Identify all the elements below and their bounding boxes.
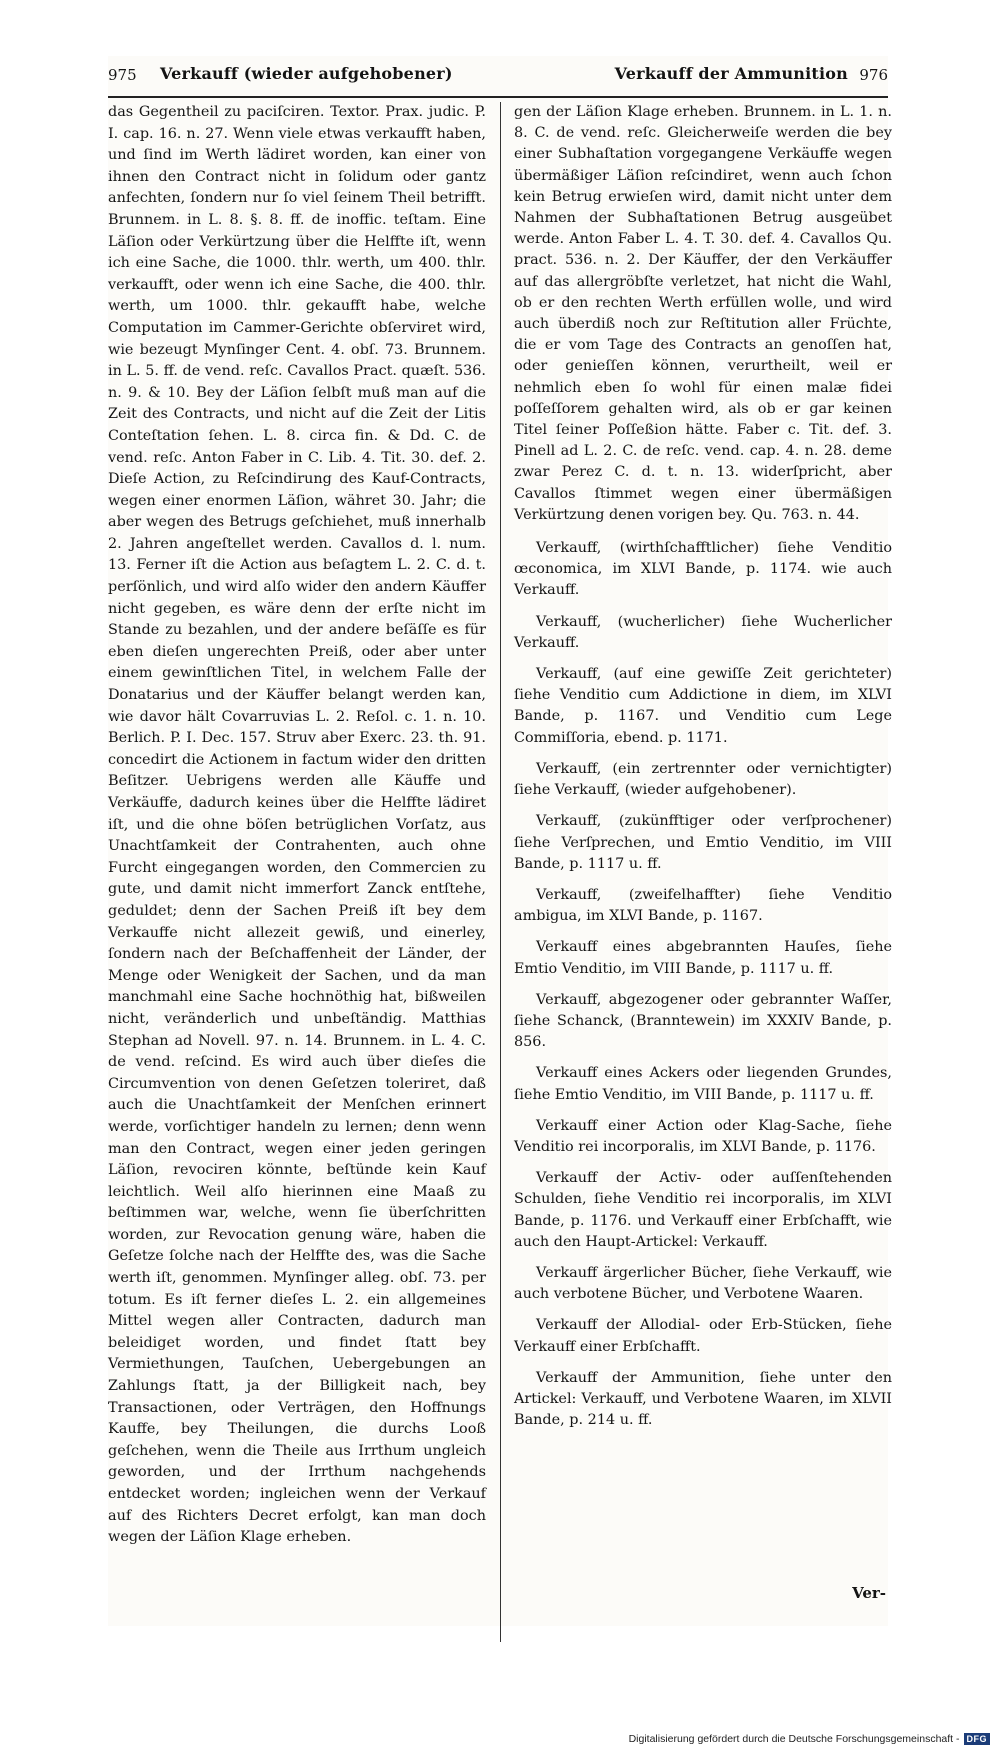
- index-entry: Verkauff, (wirthſchafftlicher) ſiehe Venditio œconomica, im XLVI Bande, p. 1174. wie auch Verkauff.: [514, 540, 892, 599]
- book-page: [108, 56, 892, 1626]
- index-entry: Verkauff, (ein zertrennter oder vernichtigter) ſiehe Verkauff, (wieder aufgehobener).: [514, 760, 892, 799]
- dfg-logo-icon: DFG: [964, 1733, 991, 1745]
- index-entry: Verkauff, (zweifelhaffter) ſiehe Venditio ambigua, im XLVI Bande, p. 1167.: [514, 886, 892, 925]
- index-entry: Verkauff ärgerlicher Bücher, ſiehe Verkauff, wie auch verbotene Bücher, und Verbotene Waaren.: [514, 1264, 892, 1303]
- right-column-continuation: gen der Läſion Klage erheben. Brunnem. in L. 1. n. 8. C. de vend. reſc. Gleicherweiſe werden die bey einer Subhaſtation vorgegangene Verkäuffe wegen übermäßiger Läſion reſcindiret, wenn auch ſchon kein Betrug erwieſen wird, damit nicht unter dem Nahmen der Subhaſtationen Betrug ausgeübet werde. Anton Faber L. 4. T. 30. def. 4. Cavallos Qu. pract. 536. n. 2. Der Käuffer, der den Verkäuffer auf das allergröbſte verletzet, hat nicht die Wahl, ob er den rechten Werth erfüllen wolle, und wird auch überdiß noch zur Reſtitution aller Früchte, die er vom Tage des Contracts an genoſſen hat, oder genieſſen können, verurtheilt, weil er nehmlich eben ſo wohl für einen malæ fidei poſſeſſorem gehalten wird, als ob er gar keinen Titel ſeiner Poſſeßion hätte. Faber c. Tit. def. 3. Pinell ad L. 2. C. de reſc. vend. cap. 4. n. 28. deme zwar Perez C. d. t. n. 13. widerſpricht, aber Cavallos ſtimmet wegen einer übermäßigen Verkürtzung denen vorigen bey. Qu. 763. n. 44.: [514, 104, 892, 523]
- page-header: [108, 56, 888, 98]
- page-number-left: 975: [108, 66, 137, 84]
- page-number-right: 976: [859, 66, 888, 84]
- index-entry: Verkauff, abgezogener oder gebrannter Waſſer, ſiehe Schanck, (Branntewein) im XXXIV Bande, p. 856.: [514, 991, 892, 1051]
- index-entry: Verkauff eines Ackers oder liegenden Grundes, ſiehe Emtio Venditio, im VIII Bande, p. 1117 u. ff.: [514, 1065, 892, 1103]
- index-entry: Verkauff der Allodial- oder Erb-Stücken, ſiehe Verkauff einer Erbſchafft.: [514, 1317, 892, 1355]
- column-divider: [500, 102, 501, 1642]
- left-column-text: das Gegentheil zu paciſciren. Textor. Prax. judic. P. I. cap. 16. n. 27. Wenn viele etwas verkaufft haben, und ſind im Werth lädiret worden, kan einer von ihnen den Contract nicht in ſolidum oder gantz anfechten, ſondern nur ſo viel ſeinem Theil betrifft. Brunnem. in L. 8. §. 8. ff. de inoffic. teſtam. Eine Läſion oder Verkürtzung über die Helffte iſt, wenn ich eine Sache, die 1000. thlr. werth, um 400. thlr. verkaufft, oder wenn ich eine Sache, die 400. thlr. werth, um 1000. thlr. gekaufft habe, welche Computation im Cammer-Gerichte obſerviret wird, wie bezeugt Mynſinger Cent. 4. obſ. 73. Brunnem. in L. 5. ff. de vend. reſc. Cavallos Pract. quæſt. 536. n. 9. & 10. Bey der Läſion ſelbſt muß man auf die Zeit des Contracts, und nicht auf die Zeit der Litis Conteſtation ſehen. L. 8. circa fin. & Dd. C. de vend. reſc. Anton Faber in C. Lib. 4. Tit. 30. def. 2. Dieſe Action, zu Reſcindirung des Kauf-Contracts, wegen einer enormen Läſion, währet 30. Jahr; die aber wegen des Betrugs geſchiehet, muß innerhalb 2. Jahren angeſtellet werden. Cavallos d. l. num. 13. Ferner iſt die Action aus beſagtem L. 2. C. d. t. perſönlich, und wird alſo wider den andern Käuffer nicht gegeben, es wäre denn der erſte nicht im Stande zu bezahlen, und der andere beſäſſe es für eben dieſen ungerechten Preiß, oder aber unter einem gewinſtlichen Titel, in welchem Falle der Donatarius und der Käuffer belangt werden kan, wie davor hält Covarruvias L. 2. Reſol. c. 1. n. 10. Berlich. P. I. Dec. 157. Struv aber Exerc. 23. th. 91. concedirt die Actionem in factum wider den dritten Beſitzer. Uebrigens werden alle Käuffe und Verkäuffe, dadurch keines über die Helffte lädiret iſt, und die ohne böſen betrüglichen Vorſatz, aus Unachtſamkeit der Contrahenten, auch ohne Furcht eingegangen worden, den Commercien zu gute, und damit nicht immerfort Zanck entſtehe, geduldet; denn der Sachen Preiß iſt bey dem Verkauffe nicht allezeit gewiß, und einerley, ſondern nach der Beſchaffenheit der Länder, der Menge oder Wenigkeit der Sachen, und da man manchmahl eine Sache hochnöthig hat, bißweilen nicht, veränderlich und unbeſtändig. Matthias Stephan ad Novell. 97. n. 14. Brunnem. in L. 4. C. de vend. reſcind. Es wird auch über dieſes die Circumvention von denen Geſetzen toleriret, daß auch die Unachtſamkeit der Menſchen erinnert werde, vorſichtiger handeln zu lernen; denn wenn man den Contract, wegen einer jeden geringen Läſion, revociren könnte, beſtünde kein Kauf leichtlich. Weil alſo hierinnen eine Maaß zu beſtimmen war, welche, wenn ſie überſchritten worden, zur Revocation genung wäre, haben die Geſetze ſolche nach der Helffte des, was die Sache werth iſt, genommen. Mynſinger alleg. obſ. 73. per totum. Es iſt ferner dieſes L. 2. ein allgemeines Mittel wegen aller Contracten, dadurch man beleidiget worden, und findet ſtatt bey Vermiethungen, Tauſchen, Uebergebungen an Zahlungs ſtatt, ja der Billigkeit nach, bey Transactionen, oder Verträgen, den Hoffnungs Kauffe, bey Theilungen, die durchs Looß geſchehen, wenn die Theile aus Irrthum ungleich geworden, und der Irrthum nachgehends entdecket worden; ingleichen wenn der Verkauf auf des Richters Decret erfolgt, kan man doch wegen der Läſion Klage erheben.: [108, 104, 486, 1546]
- left-column: [108, 102, 486, 1549]
- index-entry: Verkauff der Ammunition, ſiehe unter den Artickel: Verkauff, und Verbotene Waaren, im XLVII Bande, p. 214 u. ff.: [514, 1369, 892, 1429]
- credit-text: Digitalisierung gefördert durch die Deutsche Forschungsgemeinschaft -: [628, 1733, 960, 1745]
- running-head-right: Verkauff der Ammunition: [614, 64, 848, 83]
- index-entry: Verkauff einer Action oder Klag-Sache, ſiehe Venditio rei incorporalis, im XLVI Bande, p. 1176.: [514, 1117, 892, 1155]
- index-entry: Verkauff eines abgebrannten Hauſes, ſiehe Emtio Venditio, im VIII Bande, p. 1117 u. ff.: [514, 939, 892, 977]
- index-entry: Verkauff, (wucherlicher) ſiehe Wucherlicher Verkauff.: [514, 613, 892, 651]
- catchword: Ver-: [852, 1584, 886, 1602]
- index-entry: Verkauff, (auf eine gewiſſe Zeit gerichteter) ſiehe Venditio cum Addictione in diem, im XLVI Bande, p. 1167. und Venditio cum Lege Commiſſoria, ebend. p. 1171.: [514, 666, 892, 746]
- running-head-left: Verkauff (wieder aufgehobener): [160, 64, 453, 83]
- digitization-credit: [629, 1733, 990, 1745]
- right-column: [514, 102, 892, 1441]
- index-entry: Verkauff, (zukünfftiger oder verſprochener) ſiehe Verſprechen, und Emtio Venditio, im VIII Bande, p. 1117 u. ff.: [514, 813, 892, 872]
- index-entry: Verkauff der Activ- oder auſſenſtehenden Schulden, ſiehe Venditio rei incorporalis, im XLVI Bande, p. 1176. und Verkauff einer Erbſchafft, wie auch den Haupt-Artickel: Verkauff.: [514, 1170, 892, 1250]
